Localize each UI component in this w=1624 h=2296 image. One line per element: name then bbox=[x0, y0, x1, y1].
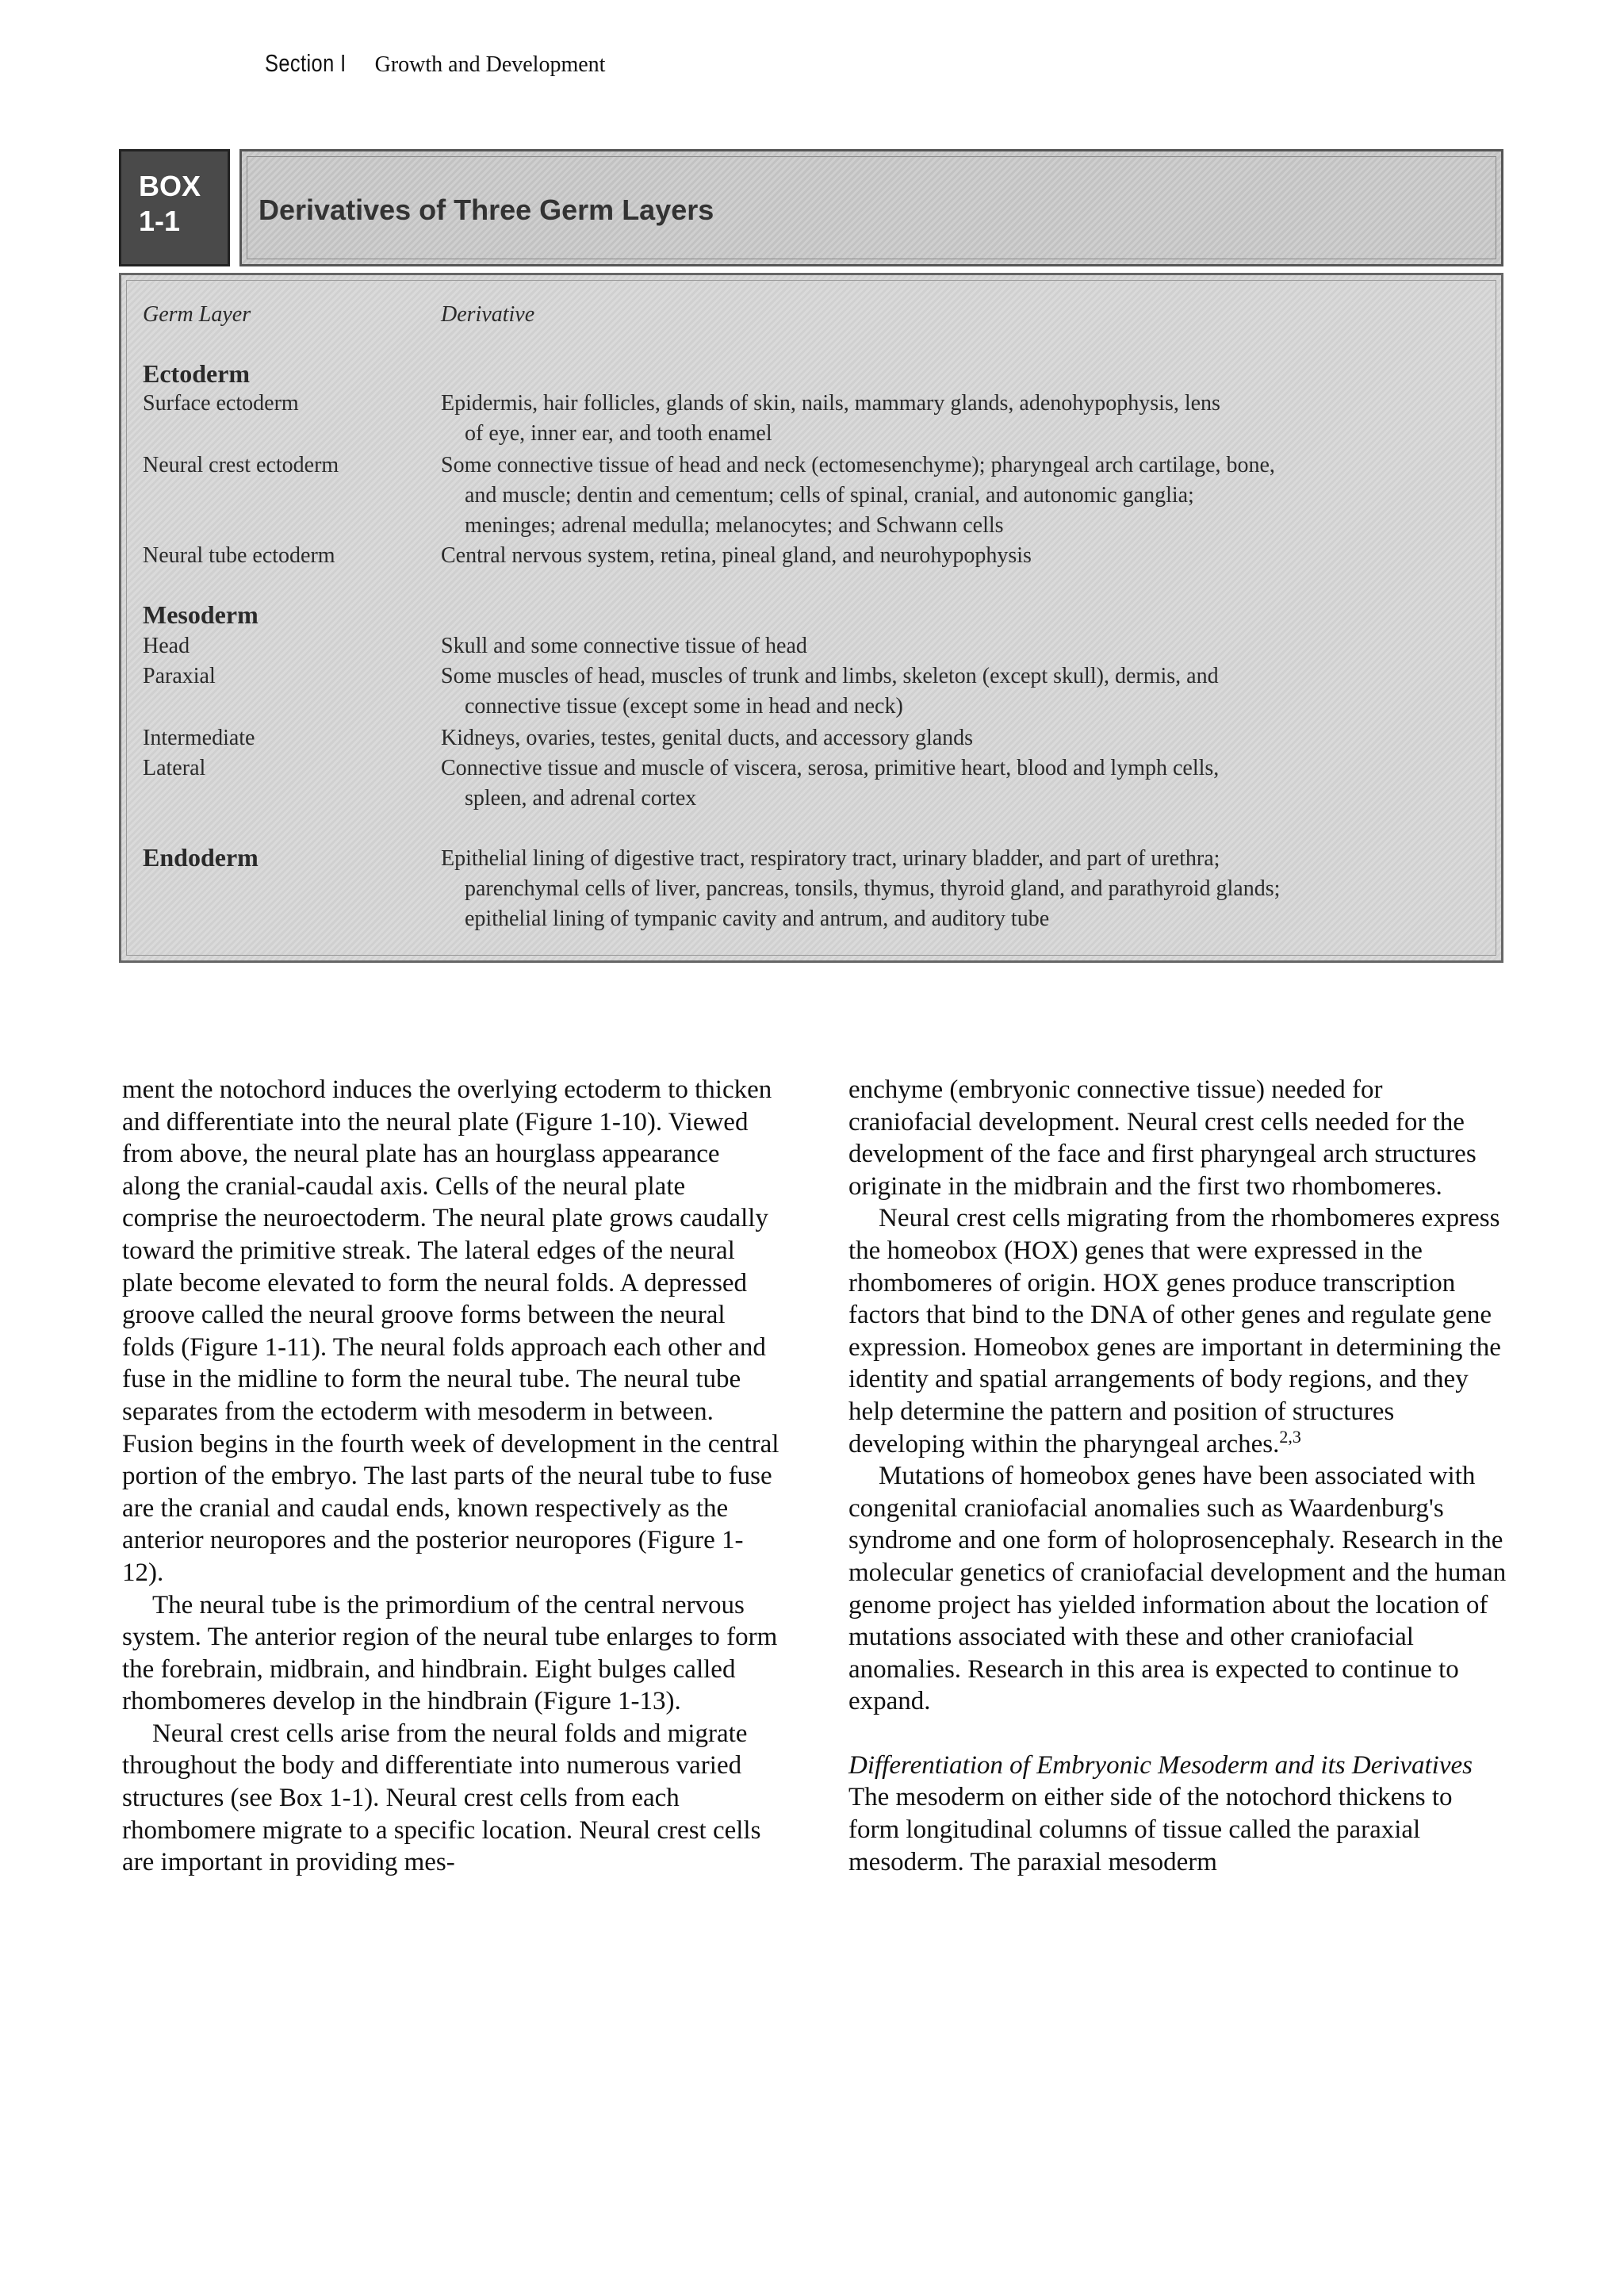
row-derivative-neural-tube: Central nervous system, retina, pineal gland, and neurohypophysis bbox=[441, 543, 1032, 568]
row-derivative-surface: Epidermis, hair follicles, glands of skin, nails, mammary glands, adenohypophysis, lens of eye, inner ear, and tooth enamel bbox=[441, 391, 1220, 446]
row-layer-neural-crest: Neural crest ectoderm bbox=[143, 453, 339, 477]
row-layer-paraxial: Paraxial bbox=[143, 664, 216, 688]
row-derivative-neural-crest: Some connective tissue of head and neck (ectomesenchyme); pharyngeal arch cartilage, bone, and muscle; dentin and cementum; cells of spinal, cranial, and autonomic ganglia; meninges; adrenal medulla; melanocytes; and Schwann cells bbox=[441, 453, 1275, 538]
group-mesoderm: Mesoderm bbox=[143, 600, 259, 629]
row-layer-surface: Surface ectoderm bbox=[143, 391, 299, 416]
paragraph: ment the notochord induces the overlying ectoderm to thicken and differentiate into the neural plate (Figure 1-10). Viewed from above, the neural plate has an hourglass appearance along the cranial-caudal axis. Cells of the neural plate comprise the neuroectoderm. The neural plate grows caudally toward the primitive streak. The lateral edges of the neural plate become elevated to form the neural folds. A depressed groove called the neural groove forms between the neural folds (Figure 1-11). The neural folds approach each other and fuse in the midline to form the neural tube. The neural tube separates from the ectoderm with mesoderm in between. Fusion begins in the fourth week of development in the central portion of the embryo. The last parts of the neural tube to fuse are the cranial and caudal ends, known respectively as the anterior neuropores and the posterior neuropores (Figure 1-12). bbox=[122, 1075, 779, 1587]
row-derivative-intermediate: Kidneys, ovaries, testes, genital ducts, and accessory glands bbox=[441, 726, 974, 750]
paragraph: Neural crest cells migrating from the rhombomeres express the homeobox (HOX) genes that were expressed in the rhombomeres of origin. HOX genes produce transcription factors that bind to the DNA of other genes and regulate gene expression. Homeobox genes are important in determining the identity and spatial arrangements of body regions, and they help determine the pattern and position of structures developing within the pharyngeal arches.$^{2,3}$ bbox=[848, 1204, 1501, 1458]
box-tag-line1: BOX bbox=[139, 170, 201, 202]
left-column bbox=[122, 1074, 782, 1879]
row-derivative-endoderm: Epithelial lining of digestive tract, respiratory tract, urinary bladder, and part of urethra; parenchymal cells of liver, pancreas, tonsils, thymus, thyroid gland, and parathyroid glands; epithelial lining of tympanic cavity and antrum, and auditory tube bbox=[441, 846, 1281, 931]
paragraph: Neural crest cells arise from the neural folds and migrate throughout the body and differentiate into numerous varied structures (see Box 1-1). Neural crest cells from each rhombomere migrate to a specific location. Neural crest cells are important in providing mes- bbox=[122, 1719, 761, 1877]
col-header-layer: Germ Layer bbox=[143, 302, 251, 327]
box-tag bbox=[119, 149, 230, 266]
right-column bbox=[848, 1074, 1508, 1878]
box-header bbox=[119, 149, 1503, 266]
group-endoderm: Endoderm bbox=[143, 843, 259, 872]
col-header-derivative: Derivative bbox=[441, 302, 535, 327]
row-layer-intermediate: Intermediate bbox=[143, 726, 255, 750]
box-tag-line2: 1-1 bbox=[139, 205, 181, 237]
section-label: Section I bbox=[265, 49, 347, 77]
box-title: Derivatives of Three Germ Layers bbox=[259, 194, 714, 226]
paragraph: Mutations of homeobox genes have been associated with congenital craniofacial anomalies such as Waardenburg's syndrome and one form of holoprosencephaly. Research in the molecular genetics of craniofacial development and the human genome project has yielded information about the location of mutations associated with these and other craniofacial anomalies. Research in this area is expected to continue to expand. bbox=[848, 1462, 1507, 1716]
row-derivative-lateral: Connective tissue and muscle of viscera, serosa, primitive heart, blood and lymph cells, spleen, and adrenal cortex bbox=[441, 756, 1220, 811]
paragraph: Differentiation of Embryonic Mesoderm and its Derivatives The mesoderm on either side of the notochord thickens to form longitudinal columns of tissue called the paraxial mesoderm. The paraxial mesoderm bbox=[848, 1750, 1473, 1876]
running-head bbox=[265, 49, 605, 78]
paragraph: enchyme (embryonic connective tissue) needed for craniofacial development. Neural crest cells needed for the development of the face and first pharyngeal arch structures originate in the midbrain and the first two rhombomeres. bbox=[848, 1075, 1477, 1201]
row-layer-head: Head bbox=[143, 634, 190, 658]
row-layer-neural-tube: Neural tube ectoderm bbox=[143, 543, 335, 568]
chapter-title: Growth and Development bbox=[374, 52, 606, 77]
row-derivative-paraxial: Some muscles of head, muscles of trunk and limbs, skeleton (except skull), dermis, and connective tissue (except some in head and neck) bbox=[441, 664, 1219, 719]
row-layer-lateral: Lateral bbox=[143, 756, 206, 780]
row-derivative-head: Skull and some connective tissue of head bbox=[441, 634, 807, 658]
group-ectoderm: Ectoderm bbox=[143, 359, 251, 388]
citation-ref: 2,3 bbox=[1279, 1426, 1301, 1447]
paragraph: The neural tube is the primordium of the central nervous system. The anterior region of the neural tube enlarges to form the forebrain, midbrain, and hindbrain. Eight bulges called rhombomeres develop in the hindbrain (Figure 1-13). bbox=[122, 1590, 778, 1716]
subheading: Differentiation of Embryonic Mesoderm and its Derivatives bbox=[848, 1750, 1473, 1780]
